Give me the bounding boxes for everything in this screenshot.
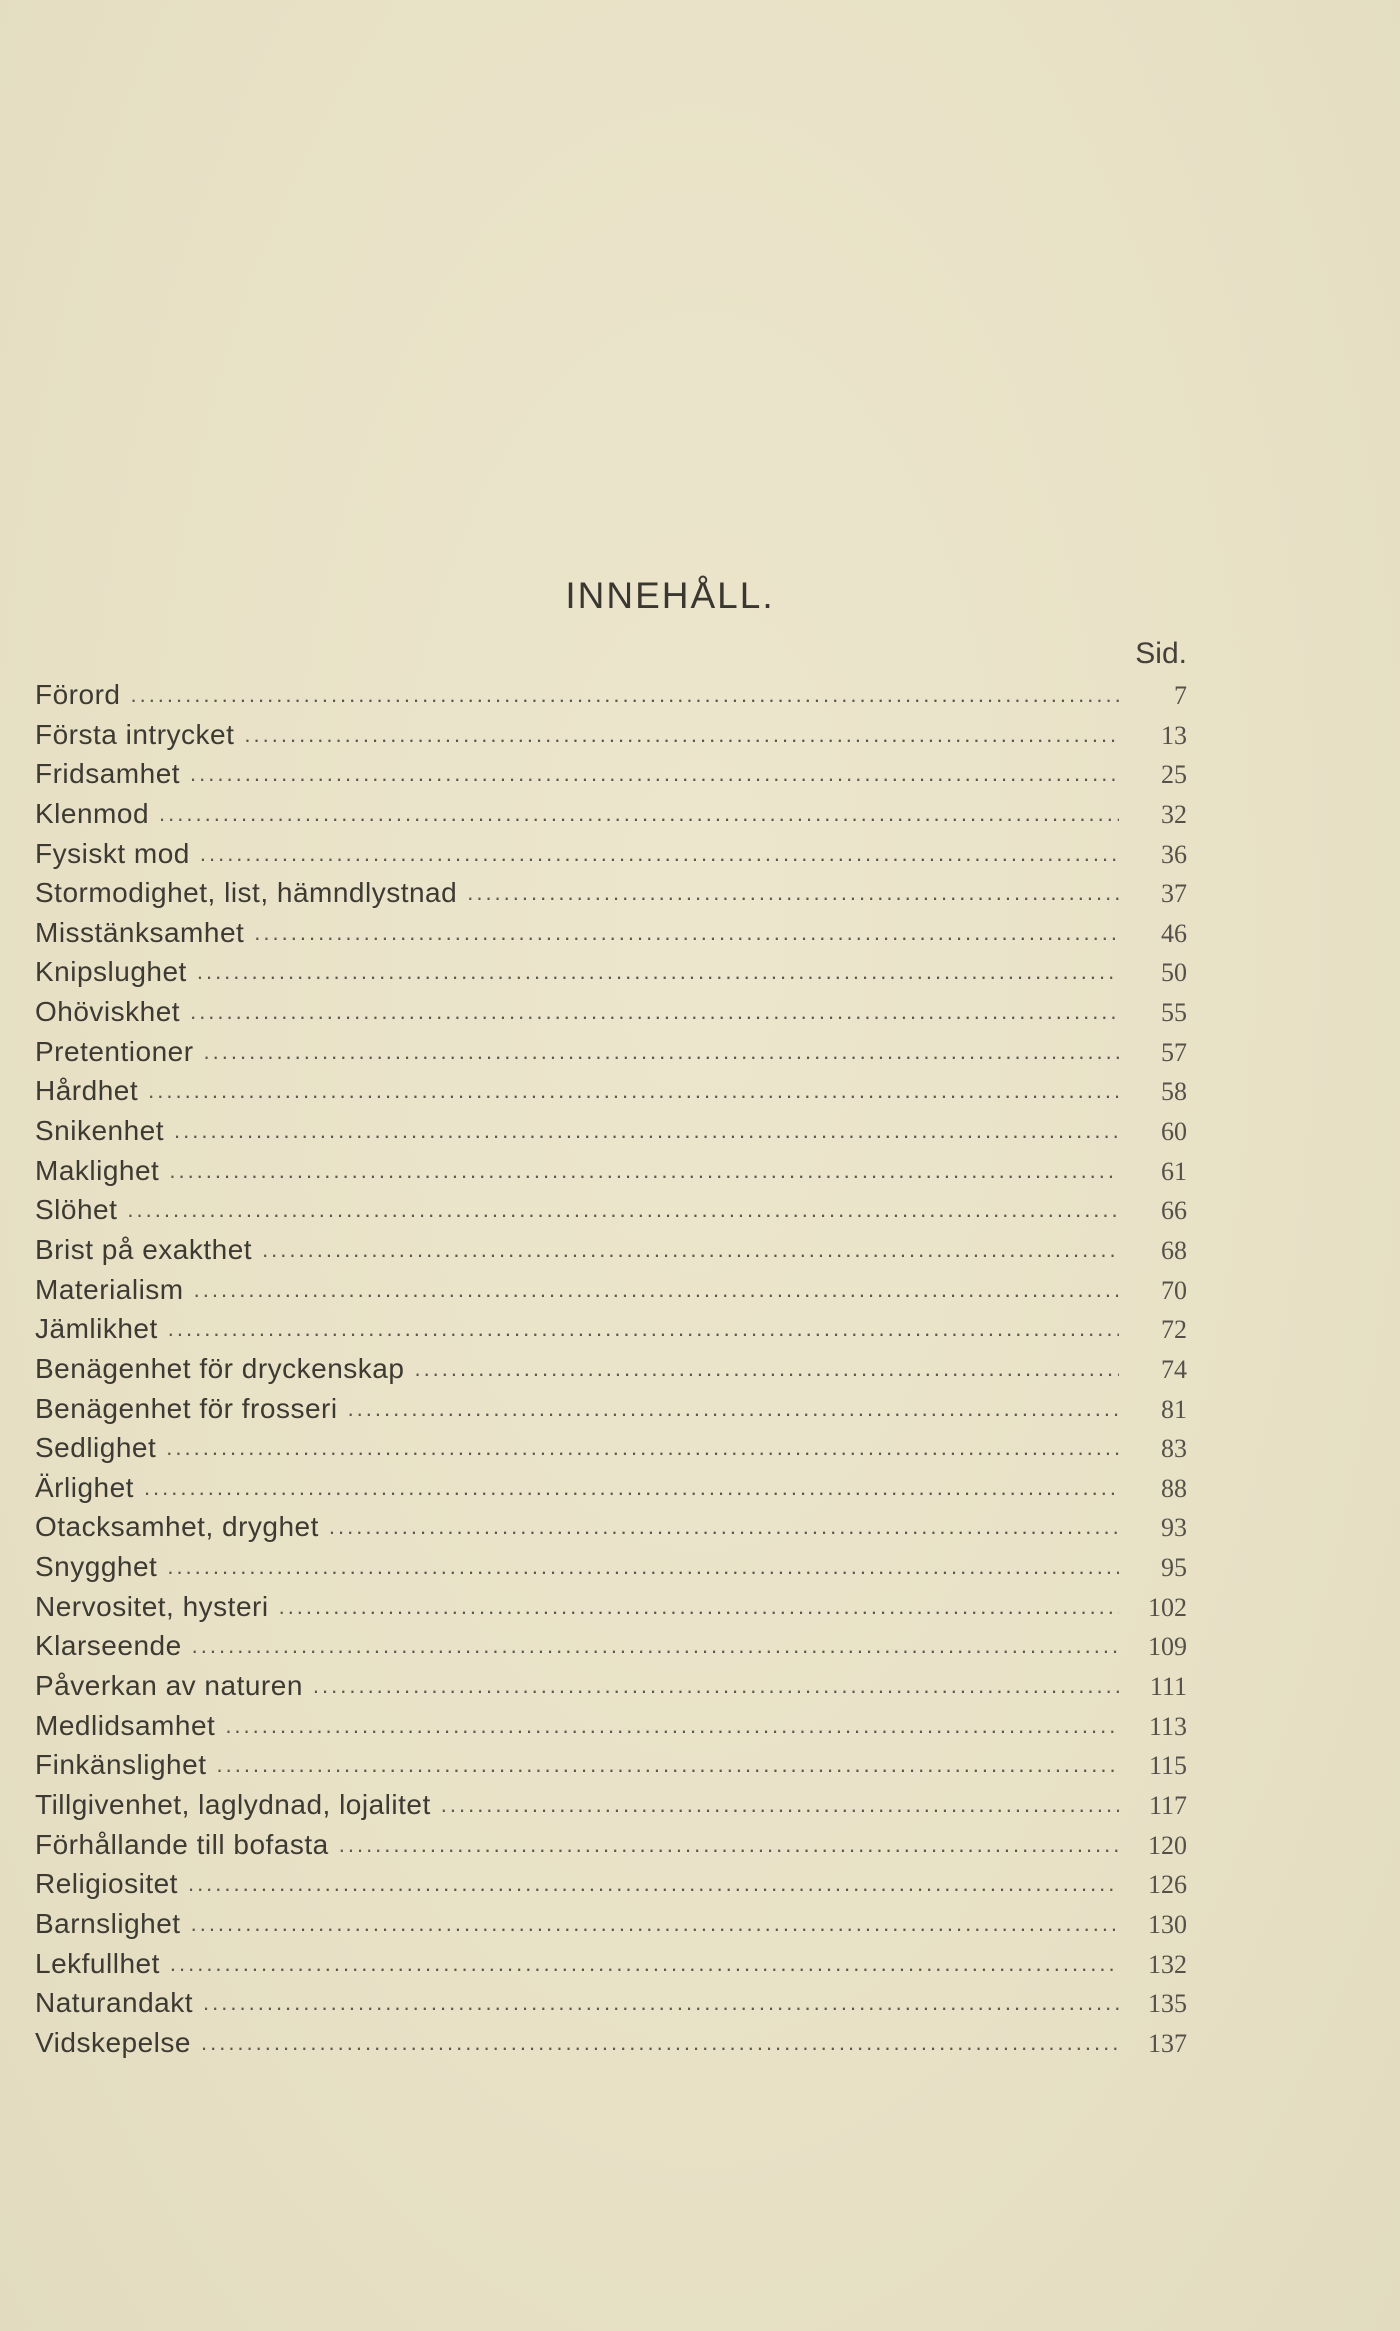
- dot-leader: [148, 1071, 1119, 1111]
- toc-entry-title: Sedlighet: [35, 1432, 157, 1464]
- toc-entry-title: Benägenhet för frosseri: [35, 1392, 338, 1424]
- toc-entry-page-number: 93: [1161, 1513, 1187, 1543]
- toc-entry-title: Materialism: [35, 1273, 184, 1305]
- toc-entry: [35, 1468, 1187, 1508]
- dot-leader: [441, 1785, 1119, 1825]
- toc-entry-page-number: 113: [1148, 1711, 1187, 1741]
- toc-entry: [35, 992, 1187, 1032]
- dot-leader: [262, 1230, 1119, 1270]
- dot-leader: [167, 1547, 1119, 1587]
- toc-entry-title: Religiositet: [35, 1868, 178, 1900]
- toc-entry: [35, 1071, 1187, 1111]
- toc-entry-page-number: 117: [1148, 1790, 1187, 1820]
- toc-entry-page-number: 88: [1161, 1473, 1187, 1503]
- toc-entry: [35, 1349, 1187, 1389]
- dot-leader: [170, 1944, 1119, 1984]
- toc-entry-page-number: 50: [1161, 958, 1187, 988]
- dot-leader: [201, 2023, 1119, 2063]
- toc-entry-page-number: 32: [1161, 799, 1187, 829]
- toc-entry: [35, 913, 1187, 953]
- toc-entry: [35, 1270, 1187, 1310]
- toc-entry-title: Vidskepelse: [35, 2026, 191, 2058]
- toc-entry-title: Förord: [35, 679, 121, 710]
- toc-entry-page-number: 95: [1161, 1553, 1187, 1583]
- toc-entry-title: Fysiskt mod: [35, 837, 190, 869]
- toc-entry-page-number: 111: [1149, 1672, 1187, 1702]
- toc-entry-title: Nervositet, hysteri: [35, 1590, 269, 1622]
- toc-entry-title: Hårdhet: [35, 1075, 139, 1107]
- toc-entry-page-number: 68: [1161, 1235, 1187, 1265]
- toc-entry-page-number: 37: [1161, 879, 1187, 909]
- toc-entry-title: Otacksamhet, dryghet: [35, 1511, 319, 1543]
- dot-leader: [192, 1626, 1119, 1666]
- toc-entry-title: Slöhet: [35, 1194, 118, 1226]
- dot-leader: [144, 1468, 1119, 1508]
- toc-entry-page-number: 70: [1161, 1275, 1187, 1305]
- toc-entry-page-number: 83: [1161, 1434, 1187, 1464]
- dot-leader: [166, 1428, 1119, 1468]
- toc-entry-page-number: 46: [1161, 918, 1187, 948]
- toc-entry-title: Snikenhet: [35, 1115, 165, 1147]
- toc-entry: [35, 1825, 1187, 1865]
- toc-entry: [35, 794, 1187, 834]
- toc-entry-title: Tillgivenhet, laglydnad, lojalitet: [35, 1788, 431, 1820]
- dot-leader: [467, 873, 1119, 913]
- toc-entry: [35, 1389, 1187, 1429]
- dot-leader: [244, 715, 1119, 755]
- toc-entry-page-number: 25: [1161, 760, 1187, 790]
- dot-leader: [203, 1983, 1119, 2023]
- toc-entry: [35, 1230, 1187, 1270]
- toc-entry-title: Medlidsamhet: [35, 1709, 216, 1741]
- dot-leader: [348, 1389, 1119, 1429]
- toc-entry-page-number: 58: [1161, 1077, 1187, 1107]
- toc-entry-page-number: 60: [1161, 1117, 1187, 1147]
- toc-entry: [35, 1666, 1187, 1706]
- toc-entry: [35, 1428, 1187, 1468]
- dot-leader: [414, 1349, 1119, 1389]
- dot-leader: [313, 1666, 1119, 1706]
- toc-entry-title: Jämlikhet: [35, 1313, 158, 1345]
- toc-entry-page-number: 57: [1161, 1037, 1187, 1067]
- page-title: INNEHÅLL.: [565, 575, 775, 616]
- toc-entry-title: Ärlighet: [35, 1471, 134, 1503]
- dot-leader: [197, 952, 1119, 992]
- dot-leader: [204, 1032, 1119, 1072]
- toc-entry-page-number: 115: [1148, 1751, 1187, 1781]
- toc-entry: [35, 1507, 1187, 1547]
- toc-entry-page-number: 126: [1148, 1870, 1187, 1900]
- toc-entry-title: Naturandakt: [35, 1987, 194, 2019]
- toc-entry: [35, 873, 1187, 913]
- dot-leader: [159, 794, 1119, 834]
- toc-entry-page-number: 66: [1161, 1196, 1187, 1226]
- toc-entry-title: Klarseende: [35, 1630, 182, 1662]
- dot-leader: [279, 1587, 1119, 1627]
- toc-entry-page-number: 55: [1161, 998, 1187, 1028]
- toc-entry: [35, 1111, 1187, 1151]
- toc-entry-title: Första intrycket: [35, 718, 235, 750]
- toc-entry-title: Förhållande till bofasta: [35, 1828, 329, 1860]
- toc-entry: [35, 1587, 1187, 1627]
- toc-entry-title: Stormodighet, list, hämndlystnad: [35, 877, 458, 909]
- toc-entry-page-number: 7: [1174, 681, 1187, 710]
- toc-entry: [35, 1151, 1187, 1191]
- dot-leader: [190, 754, 1119, 794]
- toc-entry-title: Lekfullhet: [35, 1947, 160, 1979]
- table-of-contents: [35, 675, 1187, 2062]
- toc-entry: [35, 1032, 1187, 1072]
- toc-entry: [35, 2023, 1187, 2063]
- dot-leader: [127, 1190, 1119, 1230]
- dot-leader: [191, 1904, 1119, 1944]
- toc-entry-title: Ohöviskhet: [35, 996, 181, 1028]
- toc-entry: [35, 675, 1187, 715]
- toc-entry-title: Knipslughet: [35, 956, 187, 988]
- toc-entry-page-number: 137: [1148, 2028, 1187, 2058]
- page-column-label: Sid.: [1135, 637, 1187, 670]
- dot-leader: [194, 1270, 1119, 1310]
- toc-entry: [35, 754, 1187, 794]
- dot-leader: [200, 834, 1119, 874]
- toc-entry-page-number: 72: [1161, 1315, 1187, 1345]
- dot-leader: [216, 1745, 1119, 1785]
- toc-entry-page-number: 120: [1148, 1830, 1187, 1860]
- dot-leader: [190, 992, 1119, 1032]
- toc-entry-page-number: 130: [1148, 1909, 1187, 1939]
- toc-entry: [35, 1190, 1187, 1230]
- toc-entry: [35, 1309, 1187, 1349]
- toc-entry-page-number: 61: [1161, 1156, 1187, 1186]
- dot-leader: [225, 1706, 1119, 1746]
- toc-entry-title: Snygghet: [35, 1551, 158, 1583]
- toc-entry-page-number: 74: [1161, 1354, 1187, 1384]
- toc-entry-page-number: 13: [1161, 720, 1187, 750]
- dot-leader: [168, 1309, 1119, 1349]
- toc-entry: [35, 1904, 1187, 1944]
- toc-entry: [35, 1547, 1187, 1587]
- toc-entry-page-number: 81: [1161, 1394, 1187, 1424]
- dot-leader: [174, 1111, 1119, 1151]
- toc-entry: [35, 952, 1187, 992]
- toc-entry-title: Påverkan av naturen: [35, 1670, 303, 1702]
- toc-entry-page-number: 135: [1148, 1989, 1187, 2019]
- dot-leader: [339, 1825, 1119, 1865]
- toc-entry-title: Misstänksamhet: [35, 916, 245, 948]
- toc-entry-title: Barnslighet: [35, 1907, 181, 1939]
- dot-leader: [188, 1864, 1119, 1904]
- toc-entry: [35, 1944, 1187, 1984]
- toc-entry-page-number: 109: [1148, 1632, 1187, 1662]
- toc-entry: [35, 834, 1187, 874]
- toc-entry-title: Klenmod: [35, 797, 150, 829]
- dot-leader: [329, 1507, 1119, 1547]
- toc-entry: [35, 1864, 1187, 1904]
- toc-entry-title: Brist på exakthet: [35, 1233, 253, 1265]
- toc-entry: [35, 1983, 1187, 2023]
- toc-entry-page-number: 102: [1148, 1592, 1187, 1622]
- dot-leader: [254, 913, 1119, 953]
- toc-entry: [35, 715, 1187, 755]
- toc-entry-title: Maklighet: [35, 1154, 160, 1186]
- toc-entry: [35, 1745, 1187, 1785]
- toc-entry: [35, 1626, 1187, 1666]
- toc-entry-page-number: 36: [1161, 839, 1187, 869]
- toc-entry-title: Pretentioner: [35, 1035, 194, 1067]
- toc-entry-title: Fridsamhet: [35, 758, 181, 790]
- toc-entry-page-number: 132: [1148, 1949, 1187, 1979]
- toc-entry-title: Benägenhet för dryckenskap: [35, 1352, 405, 1384]
- toc-entry-title: Finkänslighet: [35, 1749, 207, 1781]
- dot-leader: [169, 1151, 1119, 1191]
- toc-entry: [35, 1785, 1187, 1825]
- dot-leader: [130, 675, 1119, 715]
- toc-entry: [35, 1706, 1187, 1746]
